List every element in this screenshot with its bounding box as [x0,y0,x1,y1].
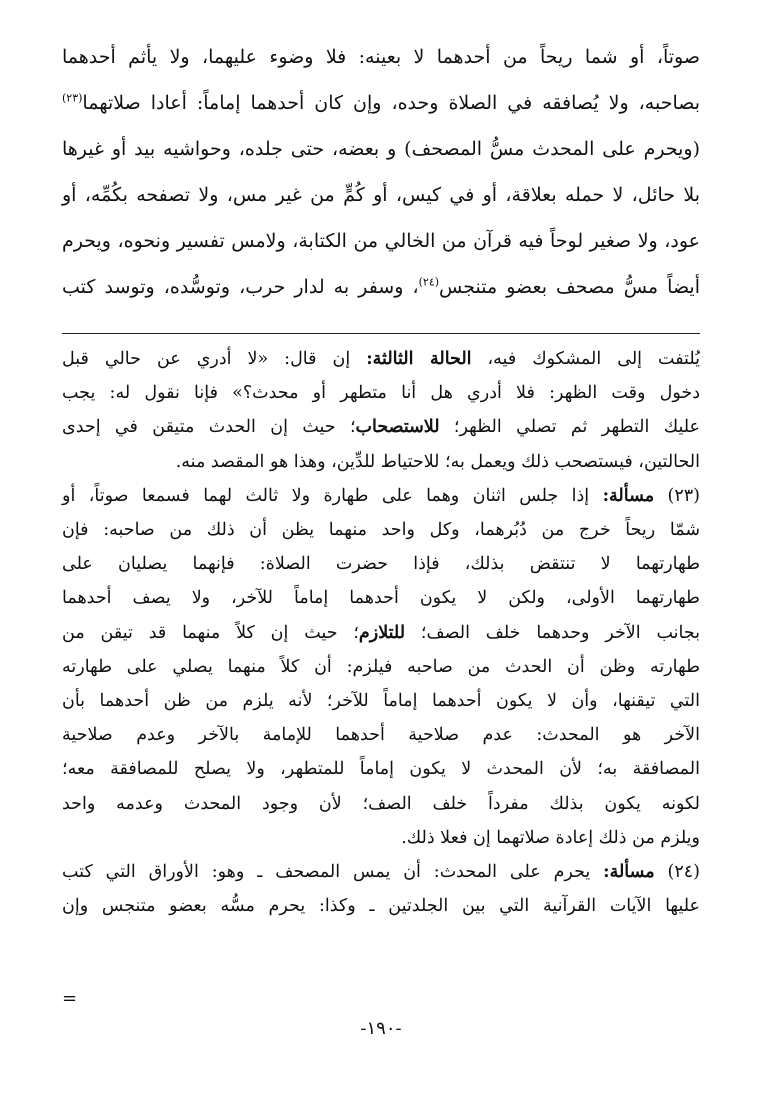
main-line: بصاحبه، ولا يُصافقه في الصلاة وحده، وإن كان أحدهما إماماً: أعادا صلاتهما$^{(٢٣)}$ [62,91,700,114]
main-line: عود، ولا صغير لوحاً فيه قرآن من الخالي من الكتابة، ولامس تفسير ونحوه، ويحرم [62,230,700,252]
main-line: (ويحرم على المحدث مسُّ المصحف) و بعضه، حتى جلده، وحواشيه بيد أو غيرها [62,138,700,160]
issue-label: مسألة: [602,485,655,506]
main-line: بلا حائل، لا حمله بعلاقة، أو في كيس، أو كُمٍّ من غير مس، ولا تصفحه بكُمِّه، أو [62,184,700,206]
footnote-line: التي تيقنها، وأن لا يكون أحدهما إماماً للآخر؛ لأنه يلزم من ظن أحدهما بأن [62,691,700,712]
footnote-line: عليها الآيات القرآنية التي بين الجلدتين ـ وكذا: يحرم مسُّه بعضو متنجس وإن [62,896,700,917]
footnote-number: (٢٣) [667,485,700,506]
footnote-line: الآخر هو المحدث: عدم صلاحية أحدهما للإمامة بالآخر وعدم صلاحية [62,725,700,746]
footnote-line: المصافقة به؛ لأن المحدث لا يكون إماماً للمتطهر، ولا يصلح للمصافقة معه؛ [62,759,700,780]
footnote-line: طهارتهما الأولى، ولكن لا يكون أحدهما إماماً للآخر، ولا يصف أحدهما [62,588,700,609]
main-line: صوتاً، أو شما ريحاً من أحدهما لا بعينه: فلا وضوء عليهما، ولا يأثم أحدهما [62,46,700,68]
footnote-divider [62,333,700,334]
footnote-line: طهارته وظن أن الحدث من صاحبه فيلزم: أن كلاً منهما يصلي على طهارته [62,656,700,677]
footnote-line: ويلزم من ذلك إعادة صلاتهما إن فعلا ذلك. [401,827,700,848]
footnotes [62,342,700,923]
main-line: أيضاً مسُّ مصحف بعضو متنجس$^{(٢٤)}$، وسفر به لدار حرب، وتوسُّده، وتوسد كتب [62,275,701,298]
footnote-24: (٢٤) مسألة: يحرم على المحدث: أن يمس المصحف ـ وهو: الأوراق التي كتب [62,862,700,883]
footnote-23: (٢٣) مسألة: إذا جلس اثنان وهما على طهارة ولا ثالث لهما فسمعا صوتاً، أو [62,485,700,506]
footnote-line: يُلتفت إلى المشكوك فيه، الحالة الثالثة: إن قال: «لا أدري عن حالي قبل [62,349,700,369]
footnote-line: بجانب الآخر وحدهما خلف الصف؛ للتلازم؛ حيث إن كلاً منهما قد تيقن من [62,622,701,643]
continuation-mark: = [62,988,78,1009]
footnote-ref[interactable]: (٢٤) [418,275,440,289]
footnote-number: (٢٤) [667,862,700,883]
footnote-line: دخول وقت الظهر: فلا أدري هل أنا متطهر أو محدث؟» فإنا نقول له: يجب [62,383,700,404]
footnote-line: عليك التطهر ثم تصلي الظهر؛ للاستصحاب؛ حيث إن الحدث متيقن في إحدى [62,417,700,438]
footnote-line: لكونه يكون بذلك مفرداً خلف الصف؛ لأن وجود المحدث وعدمه واحد [62,793,700,814]
page-number: -١٩٠- [360,1018,402,1039]
footnote-line: الحالتين، فيستصحب ذلك ويعمل به؛ للاحتياط للدِّين، وهذا هو المقصد منه. [175,451,700,472]
footnote-line: طهارتهما لا تنتقض بذلك، فإذا حضرت الصلاة: فإنهما يصليان على [62,554,700,575]
footnote-ref[interactable]: (٢٣) [62,91,83,105]
issue-label: مسألة: [603,862,655,883]
main-text [62,34,700,310]
footnote-line: شمّا ريحاً خرج من دُبُرهما، وكل واحد منهما يظن أن ذلك من صاحبه: فإن [62,520,700,541]
